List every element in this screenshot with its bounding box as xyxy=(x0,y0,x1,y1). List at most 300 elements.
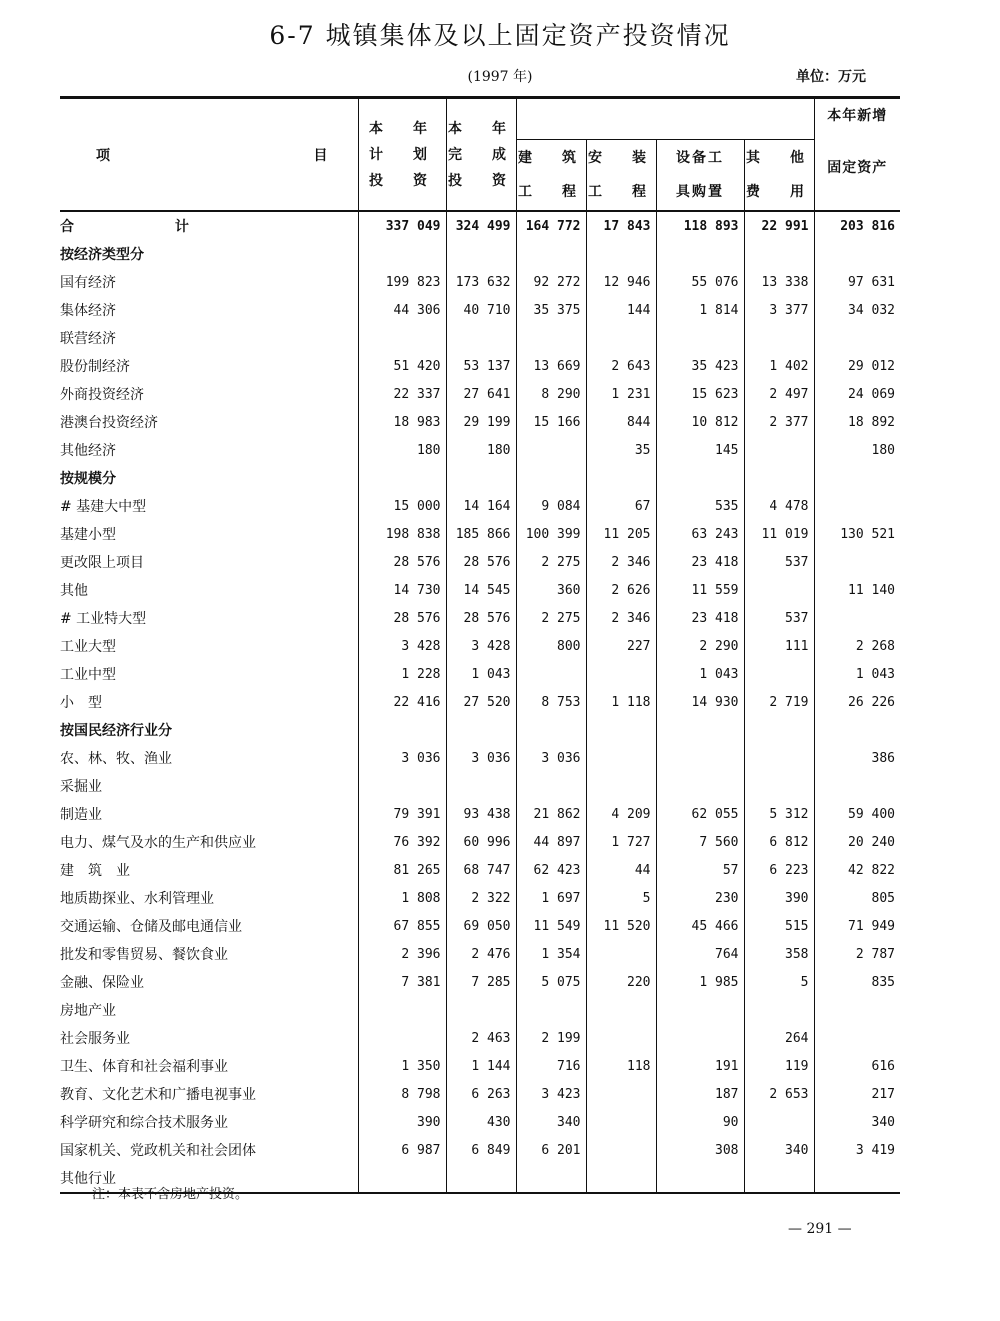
header-install xyxy=(586,140,656,212)
row-value: 5 312 xyxy=(744,800,814,828)
table-row xyxy=(60,800,900,828)
row-value: 6 263 xyxy=(446,1080,516,1108)
row-label: 基建小型 xyxy=(60,527,116,543)
row-value: 185 866 xyxy=(446,520,516,548)
row-value: 81 265 xyxy=(358,856,446,884)
table-note: 注：本表不含房地产投资。 xyxy=(92,1187,249,1202)
table-row xyxy=(60,1052,900,1080)
row-value: 1 402 xyxy=(744,352,814,380)
row-value: 227 xyxy=(586,632,656,660)
table-row xyxy=(60,660,900,688)
row-value: 28 576 xyxy=(446,604,516,632)
row-value: 57 xyxy=(656,856,744,884)
row-value: 44 897 xyxy=(516,828,586,856)
row-value: 1 808 xyxy=(358,884,446,912)
row-value: 51 420 xyxy=(358,352,446,380)
row-value: 1 985 xyxy=(656,968,744,996)
row-value xyxy=(446,1164,516,1193)
row-value: 21 862 xyxy=(516,800,586,828)
row-value: 8 798 xyxy=(358,1080,446,1108)
row-value xyxy=(358,716,446,744)
row-value: 145 xyxy=(656,436,744,464)
row-value xyxy=(586,744,656,772)
total-value: 164 772 xyxy=(516,211,586,240)
header-plan-3: 投 资 xyxy=(369,172,435,189)
row-value: 11 559 xyxy=(656,576,744,604)
row-label: 更改限上项目 xyxy=(60,555,144,571)
row-value xyxy=(814,324,900,352)
row-value: 844 xyxy=(586,408,656,436)
total-value: 337 049 xyxy=(358,211,446,240)
row-label: 工业中型 xyxy=(60,667,116,683)
row-value: 2 275 xyxy=(516,604,586,632)
header-item-left: 项 xyxy=(96,147,118,164)
row-value: 535 xyxy=(656,492,744,520)
row-label: 其他行业 xyxy=(60,1164,358,1193)
row-value: 2 396 xyxy=(358,940,446,968)
row-value xyxy=(516,660,586,688)
row-value xyxy=(814,772,900,800)
table-row xyxy=(60,688,900,716)
table-row xyxy=(60,772,900,800)
row-value: 71 949 xyxy=(814,912,900,940)
row-value: 2 346 xyxy=(586,604,656,632)
row-value: 835 xyxy=(814,968,900,996)
row-value: 386 xyxy=(814,744,900,772)
row-value: 26 226 xyxy=(814,688,900,716)
row-value xyxy=(744,744,814,772)
header-spacer xyxy=(744,98,814,140)
row-value xyxy=(586,716,656,744)
row-value xyxy=(586,1108,656,1136)
row-value xyxy=(358,1024,446,1052)
row-value xyxy=(814,996,900,1024)
row-value: 60 996 xyxy=(446,828,516,856)
row-value: 3 036 xyxy=(358,744,446,772)
row-value: 360 xyxy=(516,576,586,604)
header-equip-1: 设备工 xyxy=(676,150,724,166)
row-value: 217 xyxy=(814,1080,900,1108)
header-plan-2: 计 划 xyxy=(369,146,435,163)
row-label: 股份制经济 xyxy=(60,359,130,375)
row-label: # 工业特大型 xyxy=(60,611,147,627)
total-value: 118 893 xyxy=(656,211,744,240)
row-value: 3 419 xyxy=(814,1136,900,1164)
table-row xyxy=(60,1024,900,1052)
row-value: 3 428 xyxy=(446,632,516,660)
table-body xyxy=(60,211,900,1193)
row-value: 14 730 xyxy=(358,576,446,604)
row-value: 13 338 xyxy=(744,268,814,296)
table-row xyxy=(60,996,900,1024)
header-install-1: 安 装 xyxy=(588,150,654,166)
row-value: 5 xyxy=(744,968,814,996)
row-value: 220 xyxy=(586,968,656,996)
header-build-1: 建 筑 xyxy=(518,150,584,166)
row-value: 44 306 xyxy=(358,296,446,324)
header-new xyxy=(814,98,900,212)
table-row xyxy=(60,324,900,352)
row-value xyxy=(744,1164,814,1193)
row-value: 15 623 xyxy=(656,380,744,408)
row-value xyxy=(814,604,900,632)
row-label: 国家机关、党政机关和社会团体 xyxy=(60,1143,256,1159)
table-row xyxy=(60,968,900,996)
row-value xyxy=(516,436,586,464)
row-value: 28 576 xyxy=(358,604,446,632)
header-item xyxy=(60,98,358,212)
row-value: 2 653 xyxy=(744,1080,814,1108)
row-label: 科学研究和综合技术服务业 xyxy=(60,1115,228,1131)
row-value: 18 892 xyxy=(814,408,900,436)
row-value: 7 285 xyxy=(446,968,516,996)
row-value: 2 497 xyxy=(744,380,814,408)
table-row xyxy=(60,380,900,408)
row-label: 建 筑 业 xyxy=(60,863,130,879)
row-value: 29 012 xyxy=(814,352,900,380)
row-value: 1 228 xyxy=(358,660,446,688)
row-value: 76 392 xyxy=(358,828,446,856)
row-value: 2 626 xyxy=(586,576,656,604)
row-value: 805 xyxy=(814,884,900,912)
row-value xyxy=(586,1024,656,1052)
table-row xyxy=(60,604,900,632)
row-value xyxy=(656,240,744,268)
row-value xyxy=(586,240,656,268)
table-row xyxy=(60,296,900,324)
row-value xyxy=(656,996,744,1024)
row-label: 农、林、牧、渔业 xyxy=(60,751,172,767)
row-value xyxy=(446,324,516,352)
row-label: 地质勘探业、水利管理业 xyxy=(60,891,214,907)
row-value: 2 322 xyxy=(446,884,516,912)
table-row xyxy=(60,520,900,548)
row-label: 交通运输、仓储及邮电通信业 xyxy=(60,919,242,935)
row-value: 537 xyxy=(744,604,814,632)
row-label: 社会服务业 xyxy=(60,1031,130,1047)
row-value xyxy=(446,240,516,268)
table-row xyxy=(60,408,900,436)
row-value xyxy=(516,996,586,1024)
row-value: 515 xyxy=(744,912,814,940)
row-value xyxy=(358,240,446,268)
row-value xyxy=(744,464,814,492)
header-spacer xyxy=(656,98,744,140)
row-value xyxy=(358,996,446,1024)
row-value: 390 xyxy=(358,1108,446,1136)
row-value xyxy=(656,324,744,352)
row-value: 8 753 xyxy=(516,688,586,716)
row-value xyxy=(586,1136,656,1164)
row-value: 3 423 xyxy=(516,1080,586,1108)
row-value: 119 xyxy=(744,1052,814,1080)
row-value: 2 268 xyxy=(814,632,900,660)
row-value: 3 377 xyxy=(744,296,814,324)
table-row xyxy=(60,240,900,268)
row-value: 6 201 xyxy=(516,1136,586,1164)
row-value: 92 272 xyxy=(516,268,586,296)
header-other xyxy=(744,140,814,212)
row-value: 100 399 xyxy=(516,520,586,548)
row-value: 1 697 xyxy=(516,884,586,912)
row-value: 11 140 xyxy=(814,576,900,604)
row-label: # 基建大中型 xyxy=(60,499,147,515)
row-value xyxy=(814,464,900,492)
row-value xyxy=(358,1164,446,1193)
row-value: 22 416 xyxy=(358,688,446,716)
table-row xyxy=(60,744,900,772)
row-value: 111 xyxy=(744,632,814,660)
row-value: 340 xyxy=(744,1136,814,1164)
row-value: 11 520 xyxy=(586,912,656,940)
row-value: 308 xyxy=(656,1136,744,1164)
row-label: 集体经济 xyxy=(60,303,116,319)
table-row xyxy=(60,884,900,912)
header-done xyxy=(446,98,516,212)
row-value: 230 xyxy=(656,884,744,912)
row-value: 35 375 xyxy=(516,296,586,324)
row-value: 63 243 xyxy=(656,520,744,548)
row-label: 外商投资经济 xyxy=(60,387,144,403)
row-value: 1 043 xyxy=(814,660,900,688)
row-value: 13 669 xyxy=(516,352,586,380)
row-value xyxy=(744,996,814,1024)
table-row xyxy=(60,576,900,604)
year-label: (1997 年) xyxy=(467,69,533,85)
row-value: 12 946 xyxy=(586,268,656,296)
row-value: 67 855 xyxy=(358,912,446,940)
total-label-a: 合 xyxy=(60,219,74,235)
row-value: 716 xyxy=(516,1052,586,1080)
row-value: 1 043 xyxy=(656,660,744,688)
row-value: 35 423 xyxy=(656,352,744,380)
row-value: 28 576 xyxy=(446,548,516,576)
row-value: 1 144 xyxy=(446,1052,516,1080)
row-value: 1 727 xyxy=(586,828,656,856)
row-label: 其他经济 xyxy=(60,443,116,459)
total-label-b: 计 xyxy=(174,219,189,235)
row-value: 800 xyxy=(516,632,586,660)
row-value xyxy=(744,436,814,464)
row-value xyxy=(446,464,516,492)
row-value: 40 710 xyxy=(446,296,516,324)
row-value: 2 787 xyxy=(814,940,900,968)
row-value: 173 632 xyxy=(446,268,516,296)
table-header xyxy=(60,98,900,212)
total-value: 17 843 xyxy=(586,211,656,240)
table-row xyxy=(60,828,900,856)
row-value xyxy=(656,1164,744,1193)
row-value: 90 xyxy=(656,1108,744,1136)
row-value: 2 275 xyxy=(516,548,586,576)
row-value: 264 xyxy=(744,1024,814,1052)
row-value xyxy=(516,240,586,268)
row-label: 联营经济 xyxy=(60,331,116,347)
row-label: 港澳台投资经济 xyxy=(60,415,158,431)
row-value: 18 983 xyxy=(358,408,446,436)
row-value: 199 823 xyxy=(358,268,446,296)
row-value xyxy=(656,464,744,492)
row-label: 采掘业 xyxy=(60,779,102,795)
header-build xyxy=(516,140,586,212)
row-value: 44 xyxy=(586,856,656,884)
row-value: 3 036 xyxy=(516,744,586,772)
row-value xyxy=(586,660,656,688)
row-value: 35 xyxy=(586,436,656,464)
row-value xyxy=(358,324,446,352)
row-value: 2 199 xyxy=(516,1024,586,1052)
row-value: 22 337 xyxy=(358,380,446,408)
table-row-total xyxy=(60,211,900,240)
row-label: 电力、煤气及水的生产和供应业 xyxy=(60,835,256,851)
header-new-2: 固定资产 xyxy=(827,160,888,176)
total-value: 324 499 xyxy=(446,211,516,240)
row-value xyxy=(586,996,656,1024)
row-value xyxy=(744,324,814,352)
row-value: 6 812 xyxy=(744,828,814,856)
row-label: 按规模分 xyxy=(60,471,116,487)
row-value: 537 xyxy=(744,548,814,576)
row-value: 55 076 xyxy=(656,268,744,296)
row-value: 62 423 xyxy=(516,856,586,884)
row-label: 国有经济 xyxy=(60,275,116,291)
row-value: 15 166 xyxy=(516,408,586,436)
row-value: 53 137 xyxy=(446,352,516,380)
row-value: 616 xyxy=(814,1052,900,1080)
row-value xyxy=(814,240,900,268)
row-value: 2 643 xyxy=(586,352,656,380)
row-value xyxy=(814,492,900,520)
row-value: 2 377 xyxy=(744,408,814,436)
table-row xyxy=(60,940,900,968)
row-value: 1 231 xyxy=(586,380,656,408)
row-value: 3 036 xyxy=(446,744,516,772)
row-value: 340 xyxy=(814,1108,900,1136)
row-value xyxy=(814,548,900,576)
row-value: 59 400 xyxy=(814,800,900,828)
row-value xyxy=(744,716,814,744)
page-number: — 291 — xyxy=(788,1221,852,1237)
row-value: 7 560 xyxy=(656,828,744,856)
row-value xyxy=(516,1164,586,1193)
row-value: 11 019 xyxy=(744,520,814,548)
row-value xyxy=(814,1024,900,1052)
row-label: 金融、保险业 xyxy=(60,975,144,991)
row-value xyxy=(744,240,814,268)
total-value: 203 816 xyxy=(814,211,900,240)
row-value: 191 xyxy=(656,1052,744,1080)
row-value: 3 428 xyxy=(358,632,446,660)
row-value: 14 545 xyxy=(446,576,516,604)
row-value: 27 641 xyxy=(446,380,516,408)
row-value xyxy=(358,464,446,492)
row-value: 11 205 xyxy=(586,520,656,548)
row-label: 教育、文化艺术和广播电视事业 xyxy=(60,1087,256,1103)
row-value: 1 043 xyxy=(446,660,516,688)
row-value: 93 438 xyxy=(446,800,516,828)
header-done-3: 投 资 xyxy=(448,172,514,189)
row-value xyxy=(586,1080,656,1108)
row-value xyxy=(446,996,516,1024)
row-value: 390 xyxy=(744,884,814,912)
row-value xyxy=(516,716,586,744)
row-label: 制造业 xyxy=(60,807,102,823)
row-value: 20 240 xyxy=(814,828,900,856)
row-value: 9 084 xyxy=(516,492,586,520)
row-value: 358 xyxy=(744,940,814,968)
page-title: 6-7 城镇集体及以上固定资产投资情况 xyxy=(269,21,731,50)
row-value: 180 xyxy=(446,436,516,464)
row-value xyxy=(656,1024,744,1052)
header-other-2: 费 用 xyxy=(746,184,812,200)
table-row xyxy=(60,716,900,744)
row-value: 180 xyxy=(814,436,900,464)
row-label: 小 型 xyxy=(60,695,102,711)
row-value xyxy=(656,744,744,772)
row-value xyxy=(656,772,744,800)
row-value xyxy=(586,324,656,352)
row-value: 340 xyxy=(516,1108,586,1136)
row-value: 144 xyxy=(586,296,656,324)
row-value: 764 xyxy=(656,940,744,968)
header-spacer xyxy=(516,98,586,140)
header-plan-1: 本 年 xyxy=(369,120,435,137)
row-value: 2 719 xyxy=(744,688,814,716)
header-equip xyxy=(656,140,744,212)
header-done-2: 完 成 xyxy=(448,146,514,163)
row-value xyxy=(814,1164,900,1193)
table-row xyxy=(60,268,900,296)
table-row xyxy=(60,912,900,940)
row-value: 118 xyxy=(586,1052,656,1080)
row-value: 62 055 xyxy=(656,800,744,828)
row-value: 28 576 xyxy=(358,548,446,576)
row-value: 198 838 xyxy=(358,520,446,548)
row-value: 8 290 xyxy=(516,380,586,408)
table-row xyxy=(60,1080,900,1108)
row-value: 6 223 xyxy=(744,856,814,884)
row-value: 4 209 xyxy=(586,800,656,828)
table-row xyxy=(60,1136,900,1164)
row-value xyxy=(586,1164,656,1193)
row-value: 2 346 xyxy=(586,548,656,576)
unit-label: 单位：万元 xyxy=(796,69,866,85)
row-value: 6 849 xyxy=(446,1136,516,1164)
row-label: 房地产业 xyxy=(60,1003,116,1019)
row-value: 79 391 xyxy=(358,800,446,828)
row-value xyxy=(358,772,446,800)
row-value: 69 050 xyxy=(446,912,516,940)
row-value xyxy=(446,716,516,744)
header-spacer xyxy=(586,98,656,140)
row-value: 187 xyxy=(656,1080,744,1108)
row-value xyxy=(744,660,814,688)
row-value: 4 478 xyxy=(744,492,814,520)
row-value: 42 822 xyxy=(814,856,900,884)
investment-table xyxy=(60,96,900,1194)
row-label: 其他 xyxy=(60,583,88,599)
header-build-2: 工 程 xyxy=(518,184,584,200)
header-done-1: 本 年 xyxy=(448,120,514,137)
row-value: 23 418 xyxy=(656,548,744,576)
header-item-right: 目 xyxy=(313,147,328,164)
row-value xyxy=(586,940,656,968)
row-value xyxy=(744,1108,814,1136)
total-value: 22 991 xyxy=(744,211,814,240)
row-value xyxy=(814,716,900,744)
table-row xyxy=(60,436,900,464)
row-value: 5 xyxy=(586,884,656,912)
